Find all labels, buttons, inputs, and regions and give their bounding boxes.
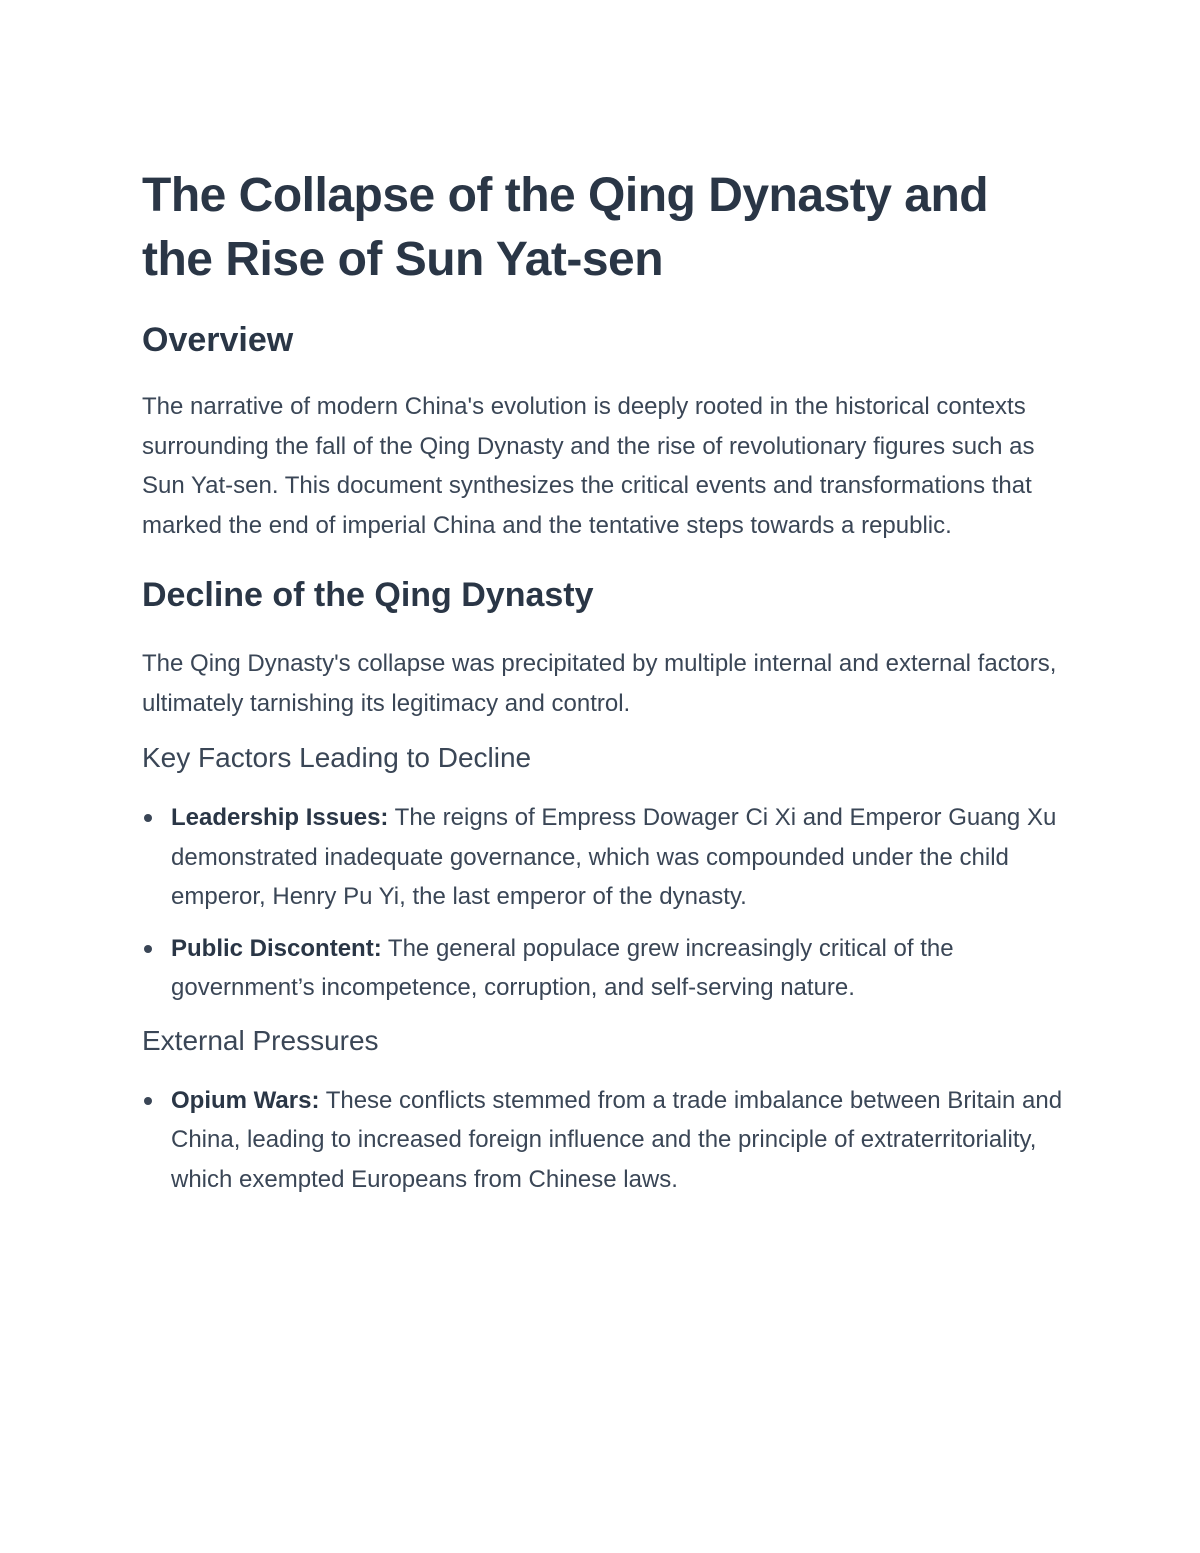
list-item-term: Leadership Issues: (171, 804, 389, 831)
list-item-term: Public Discontent: (171, 934, 382, 962)
list-item-text: The reigns of Empress Dowager Ci Xi and Emperor Guang Xu demonstrated inadequate governance, which was compounded under the child emperor, Henry Pu Yi, the last emperor of the dynasty. (171, 804, 1057, 910)
decline-heading: Decline of the Qing Dynasty (142, 576, 594, 614)
key-factors-heading: Key Factors Leading to Decline (142, 742, 532, 773)
document-page (142, 164, 1067, 1199)
overview-paragraph: The narrative of modern China's evolution is deeply rooted in the historical contexts surrounding the fall of the Qing Dynasty and the rise of revolutionary figures such as Sun Yat-sen. This document synthesizes the critical events and transformations that marked the end of imperial China and the tentative steps towards a republic. (142, 393, 1035, 539)
external-pressures-heading: External Pressures (142, 1024, 379, 1056)
list-item-text: The general populace grew increasingly critical of the government’s incompetence, corruption, and self-serving nature. (171, 934, 954, 1001)
list-item (142, 929, 1067, 1008)
bullet-icon (144, 1097, 152, 1105)
decline-paragraph: The Qing Dynasty's collapse was precipitated by multiple internal and external factors, ultimately tarnishing its legitimacy and control. (142, 650, 1057, 717)
overview-heading: Overview (142, 321, 294, 359)
list-item (142, 798, 1067, 917)
key-factors-list (142, 798, 1067, 1008)
list-item-text: These conflicts stemmed from a trade imbalance between Britain and China, leading to increased foreign influence and the principle of extraterritoriality, which exempted Europeans from Chinese laws. (171, 1086, 1063, 1193)
list-item-term: Opium Wars: (171, 1086, 320, 1114)
bullet-icon (144, 814, 152, 822)
page-title: The Collapse of the Qing Dynasty and the Rise of Sun Yat-sen (142, 169, 989, 286)
external-pressures-list (142, 1081, 1067, 1200)
list-item (142, 1081, 1067, 1200)
bullet-icon (144, 945, 152, 953)
